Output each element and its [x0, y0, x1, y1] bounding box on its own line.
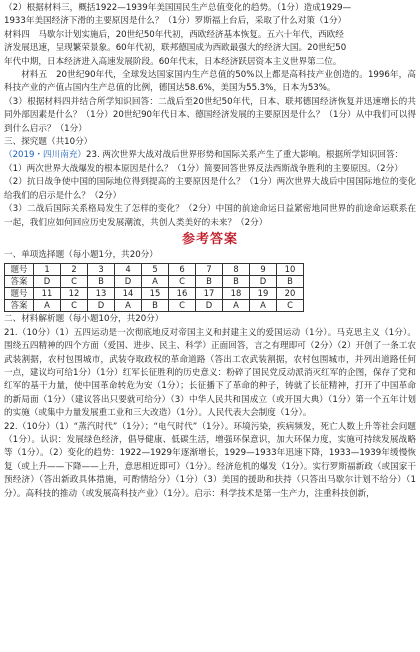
table-row: [5, 276, 304, 288]
table-row: [5, 300, 304, 312]
table-cell: A: [223, 300, 250, 312]
table-cell: 18: [223, 288, 250, 300]
table-cell: 19: [250, 288, 277, 300]
table-cell: C: [169, 300, 196, 312]
question-2-line: 1933年美国经济下滑的主要原因是什么？（1分）罗斯福上台后，采取了什么对策（1分）: [4, 16, 347, 27]
material-analysis-heading: 二、材料解析题（每小题10分，共20分）: [4, 314, 164, 325]
table-cell: 13: [88, 288, 115, 300]
table-cell: 5: [142, 264, 169, 276]
table-cell: B: [196, 276, 223, 288]
material-four-line: 材料四 马歇尔计划实施后，20世纪50年代初，西欧经济基本恢复。五六十年代，西欧经: [4, 29, 344, 40]
table-cell: 3: [88, 264, 115, 276]
table-row-label: 答案: [5, 276, 34, 288]
table-cell: A: [142, 276, 169, 288]
question-23-text: 23. 两次世界大战对战后世界形势和国际关系产生了重大影响。根据所学知识回答：: [86, 150, 404, 161]
table-cell: A: [250, 300, 277, 312]
table-cell: A: [115, 300, 142, 312]
table-row-label: 题号: [5, 288, 34, 300]
table-cell: 9: [250, 264, 277, 276]
table-cell: 11: [34, 288, 61, 300]
question-23-part-3: （3）二战后国际关系格局发生了怎样的变化？（2分）中国的前途命运日益紧密地同世界的前途命运联系在一起，我们应如何回应历史发展潮流，共创人类美好的未来？（2分）: [4, 204, 416, 228]
table-cell: C: [169, 276, 196, 288]
exam-page: [4, 0, 416, 501]
table-cell: 2: [61, 264, 88, 276]
table-cell: 16: [169, 288, 196, 300]
table-cell: D: [34, 276, 61, 288]
table-row-label: 题号: [5, 264, 34, 276]
table-cell: 15: [142, 288, 169, 300]
table-cell: D: [250, 276, 277, 288]
table-cell: B: [223, 276, 250, 288]
table-cell: D: [115, 276, 142, 288]
table-row: [5, 264, 304, 276]
table-cell: 17: [196, 288, 223, 300]
question-source: （2019・四川南充）: [4, 150, 87, 161]
table-cell: C: [61, 276, 88, 288]
question-2-line: （2）根据材料三，概括1922—1939年美国国民生产总值变化的趋势。（1分）造成1929—: [4, 3, 352, 13]
table-cell: B: [142, 300, 169, 312]
table-cell: 8: [223, 264, 250, 276]
table-cell: 10: [277, 264, 304, 276]
inquiry-section-heading: 三、探究题（共10分）: [4, 137, 93, 148]
material-five: 材料五 20世纪90年代，全球发达国家国内生产总值的50%以上都是高科技产业创造的。1996年，高科技产业的产值占国内生产总值的比例，德国达58.6%，美国为55.3%，日本为53%。: [4, 70, 416, 94]
table-cell: 6: [169, 264, 196, 276]
answer-table: [4, 263, 304, 312]
table-cell: A: [34, 300, 61, 312]
table-cell: 14: [115, 288, 142, 300]
table-cell: 7: [196, 264, 223, 276]
material-four-line: 济发展迅速，呈现繁荣景象。60年代初，联邦德国成为西欧最强大的经济大国。20世纪50: [4, 43, 347, 54]
question-23-part-2: （2）抗日战争使中国的国际地位得到提高的主要原因是什么？（1分）两次世界大战后中国国际地位的变化给我们的启示是什么？（2分）: [4, 177, 416, 201]
table-cell: D: [88, 300, 115, 312]
table-cell: 20: [277, 288, 304, 300]
table-cell: 4: [115, 264, 142, 276]
table-cell: B: [88, 276, 115, 288]
table-row-label: 答案: [5, 300, 34, 312]
table-cell: 12: [61, 288, 88, 300]
answer-22: 22.（10分）（1）“蒸汽时代”（1分）；“电气时代”（1分）。环境污染，疾病频发，死亡人数上升等社会问题（1分）。认识：发展绿色经济，倡导健康、低碳生活，增强环保意识，加大环保力度，实施可持续发展战略等（1分）。（2）变化的趋势：1922—1929年逐渐增长，1929—1933年迅速下降，1933—1939年缓慢恢复（或上升——下降——上升，意思相近即可）（1分）。经济危机的爆发（1分）。实行罗斯福新政（或国家干预经济）（答出新政具体措施，可酌情给分）（1分）（3）美国的援助和扶持（只答出马歇尔计划不给分）（1分）。高科技的推动（或发展高科技产业）（1分）。启示：科学技术是第一生产力，注重科技创新，: [4, 421, 416, 499]
table-row: [5, 288, 304, 300]
table-cell: C: [277, 300, 304, 312]
answer-21: 21.（10分）（1）五四运动是一次彻底地反对帝国主义和封建主义的爱国运动（1分）。马克思主义（1分）。围绕五四精神的四个方面（爱国、进步、民主、科学）正面回答，言之有理即可（2分）（2）开创了一条工农武装割据，农村包围城市，武装夺取政权的革命道路（答出工农武装割据，农村包围城市，并列出道路任何一点，建议均可给1分）（1分）红军长征胜利的历史意义：粉碎了国民党反动派消灭红军的企图，保存了党和红军的基干力量，使中国革命转危为安（1分）；长征播下了革命的种子，铸就了长征精神，打开了中国革命的新局面（1分）（建议答出只要就可给分）（3）中华人民共和国成立（或开国大典）（1分）第一个五年计划的实施（或集中力量发展重工业和三大改造）（1分）。人民代表大会制度（1分）。: [4, 327, 416, 419]
table-cell: B: [277, 276, 304, 288]
question-23-part-1: （1）两次世界大战爆发的根本原因是什么？（1分）简要回答世界反法西斯战争胜利的主要原因。（2分）: [4, 163, 403, 174]
material-four-line: 年代中期，日本经济进入高速发展阶段。60年代末，日本经济跃居资本主义世界第二位。: [4, 56, 342, 67]
answer-key-title: 参考答案: [181, 231, 238, 247]
table-cell: C: [61, 300, 88, 312]
question-3: （3）根据材料四并结合所学知识回答：二战后至20世纪50年代，日本、联邦德国经济恢复并迅速增长的共同外部因素是什么？（1分）20世纪90年代日本、德国经济发展的主要原因是什么？（1分）从中我们可以得到什么启示？（1分）: [4, 96, 416, 134]
multiple-choice-heading: 一、单项选择题（每小题1分，共20分）: [4, 249, 158, 260]
table-cell: 1: [34, 264, 61, 276]
question-23-intro: [4, 149, 416, 162]
table-cell: D: [196, 300, 223, 312]
